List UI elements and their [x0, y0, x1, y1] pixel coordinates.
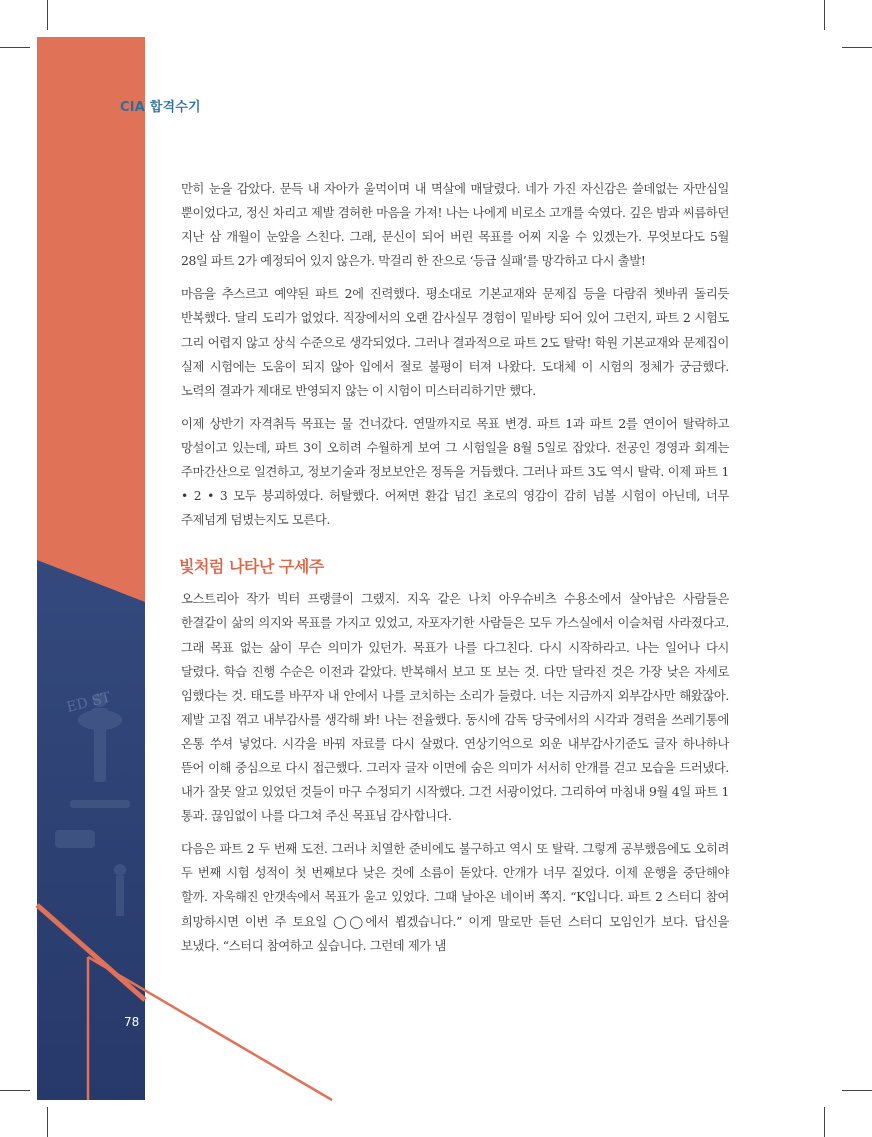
body-paragraph: 만히 눈을 감았다. 문득 내 자아가 울먹이며 내 멱살에 매달렸다. 네가 가진 자신감은 쓸데없는 자만심일 뿐이었다고, 정신 차리고 제발 겸허한 마음을 가져! 나는 나에게 비로소 고개를 숙였다. 깊은 밤과 씨름하던 지난 삼 개월이 눈앞을 스친다. 그래, 문신이 되어 버린 목표를 어찌 지울 수 있겠는가. 무엇보다도 5월 28일 파트 2가 예정되어 있지 않은가. 막걸리 한 잔으로 ‘등급 실패’를 망각하고 다시 출발!: [181, 182, 729, 269]
body-paragraph: 마음을 추스르고 예약된 파트 2에 진력했다. 평소대로 기본교재와 문제집 등을 다람쥐 쳇바퀴 돌리듯 반복했다. 달리 도리가 없었다. 직장에서의 오랜 감사실무 경험이 밑바탕 되어 있어 그런지, 파트 2 시험도 그리 어렵지 않고 상식 수준으로 생각되었다. 그러나 결과적으로 파트 2도 탈락! 학원 기본교재와 문제집이 실제 시험에는 도움이 되지 않아 입에서 절로 불평이 터져 나왔다. 도대체 이 시험의 정체가 궁금했다. 노력의 결과가 제대로 반영되지 않는 이 시험이 미스터리하기만 했다.: [181, 287, 729, 398]
svg-text:ED ST: ED ST: [65, 689, 113, 716]
running-header: CIA 합격수기: [120, 100, 201, 115]
body-paragraph: 오스트리아 작가 빅터 프랭클이 그랬지. 지옥 같은 나치 아우슈비츠 수용소에서 살아남은 사람들은 한결같이 삶의 의지와 목표를 가지고 있었고, 자포자기한 사람들은 모두 가스실에서 이슬처럼 사라졌다고. 그래 목표 없는 삶이 무슨 의미가 있던가. 목표가 나를 다그친다. 다시 시작하라고. 나는 일어나 다시 달렸다. 학습 진행 수순은 이전과 같았다. 반복해서 보고 또 보는 것. 다만 달라진 것은 가장 낮은 자세로 임했다는 것. 태도를 바꾸자 내 안에서 나를 코치하는 소리가 들렸다. 너는 지금까지 외부감사만 해왔잖아. 제발 고집 꺾고 내부감사를 생각해 봐! 나는 전율했다. 동시에 감독 당국에서의 시각과 경력을 쓰레기통에 온통 쑤셔 넣었다. 시각을 바꿔 자료를 다시 살폈다. 연상기억으로 외운 내부감사기준도 글자 하나하나 뜯어 이해 중심으로 다시 접근했다. 그러자 글자 이면에 숨은 의미가 서서히 안개를 걷고 모습을 드러냈다. 내가 잘못 알고 있었던 것들이 마구 수정되기 시작했다. 그건 서광이었다. 그리하여 마침내 9월 4일 파트 1 통과. 끊임없이 나를 다그쳐 주신 목표님 감사합니다.: [181, 592, 729, 824]
article-body: [181, 177, 729, 967]
body-paragraph: 다음은 파트 2 두 번째 도전. 그러나 치열한 준비에도 불구하고 역시 또 탈락. 그렇게 공부했음에도 오히려 두 번째 시험 성적이 첫 번째보다 낮은 것에 소름이 돋았다. 안개가 너무 짙었다. 이제 운행을 중단해야 할까. 자욱해진 안갯속에서 목표가 울고 있었다. 그때 날아온 네이버 쪽지. “K입니다. 파트 2 스터디 참여 희망하시면 이번 주 토요일 ◯◯에서 뵙겠습니다.” 이게 말로만 듣던 스터디 모임인가 보다. 답신을 보냈다. “스터디 참여하고 싶습니다. 그런데 제가 냄: [181, 842, 729, 953]
body-paragraph: 이제 상반기 자격취득 목표는 물 건너갔다. 연말까지로 목표 변경. 파트 1과 파트 2를 연이어 탈락하고 망설이고 있는데, 파트 3이 오히려 수월하게 보여 그 시험일을 8월 5일로 잡았다. 전공인 경영과 회계는 주마간산으로 일견하고, 정보기술과 정보보안은 정독을 거듭했다. 그러나 파트 3도 역시 탈락. 이제 파트 1 • 2 • 3 모두 붕괴하였다. 허탈했다. 어쩌면 환갑 넘긴 초로의 영감이 감히 넘볼 시험이 아닌데, 너무 주제넘게 덤볐는지도 모른다.: [181, 416, 729, 528]
page-number: 78: [124, 1015, 140, 1029]
section-heading: 빛처럼 나타난 구세주: [179, 557, 324, 577]
